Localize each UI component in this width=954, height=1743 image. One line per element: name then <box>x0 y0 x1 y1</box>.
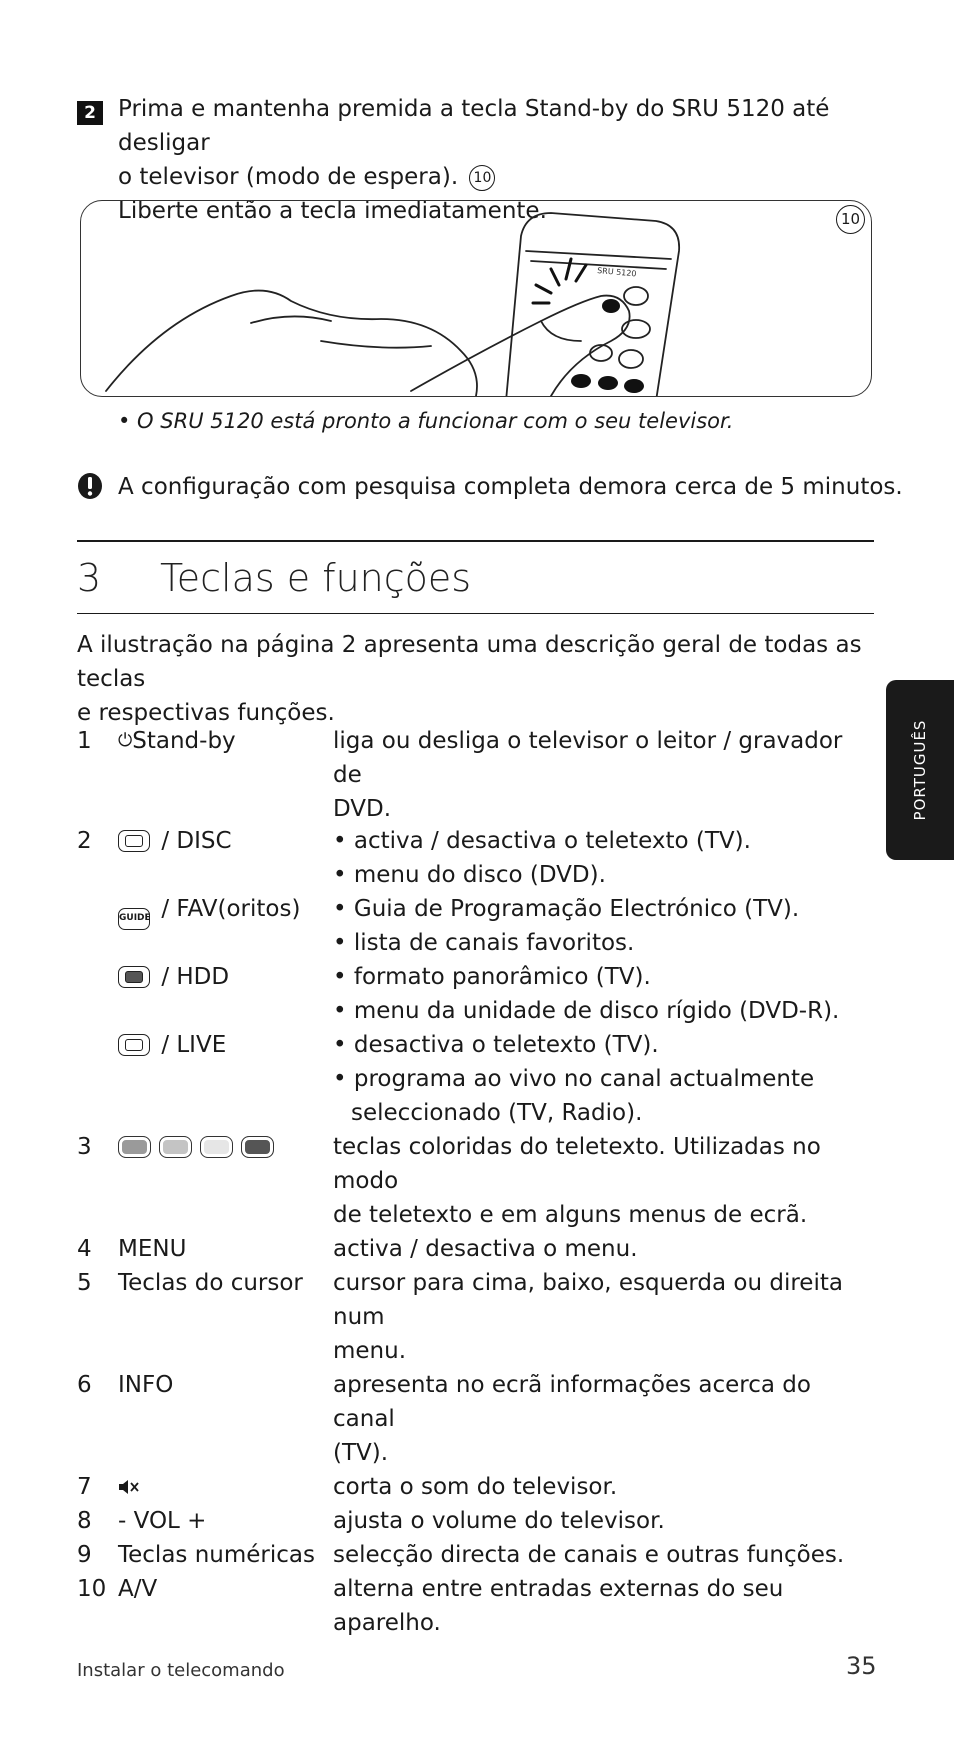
language-tab-label: PORTUGUÊS <box>911 719 929 821</box>
key-description: alterna entre entradas externas do seu aparelho. <box>333 1576 784 1636</box>
blue-key-icon <box>241 1136 274 1158</box>
table-row <box>77 1266 877 1368</box>
warning-icon <box>77 472 103 500</box>
key-number: 2 <box>77 828 92 854</box>
step-line-1: Prima e mantenha premida a tecla Stand-by do SRU 5120 até desligar <box>118 96 830 156</box>
section-number: 3 <box>77 556 102 600</box>
table-row <box>77 724 877 826</box>
remote-illustration <box>80 200 872 397</box>
remote-brand-label: SRU 5120 <box>596 266 637 279</box>
language-side-tab <box>886 680 954 860</box>
footer-chapter-title: Instalar o telecomando <box>77 1660 285 1681</box>
table-row <box>77 1504 877 1538</box>
section-intro <box>77 628 877 730</box>
key-description: • Guia de Programação Electrónico (TV). • lista de canais favoritos. <box>333 896 800 956</box>
figure-ref-badge: 10 <box>469 165 495 191</box>
table-row <box>77 1572 877 1640</box>
key-name: / DISC <box>118 824 333 892</box>
red-key-icon <box>118 1136 151 1158</box>
green-key-icon <box>159 1136 192 1158</box>
step-line-2: o televisor (modo de espera). 10 <box>118 160 888 194</box>
key-number <box>77 960 118 1028</box>
key-number: 6 <box>77 1372 92 1398</box>
table-row <box>77 824 877 892</box>
key-description: • desactiva o teletexto (TV). • programa ao vivo no canal actualmente seleccionado (TV, Radio). <box>333 1032 815 1126</box>
key-description: apresenta no ecrã informações acerca do canal (TV). <box>333 1372 811 1466</box>
key-name: GUIDE / FAV(oritos) <box>118 892 333 960</box>
section-title: Teclas e funções <box>160 556 472 600</box>
section-rule-top <box>77 540 874 542</box>
key-number: 5 <box>77 1270 92 1296</box>
mute-icon <box>118 1478 140 1496</box>
widescreen-icon <box>118 966 150 988</box>
key-number: 1 <box>77 728 92 754</box>
key-name <box>118 1470 333 1504</box>
teletext-icon <box>118 830 150 852</box>
key-number: 7 <box>77 1474 92 1500</box>
step-line-3: Liberte então a tecla imediatamente. <box>118 198 547 224</box>
key-number: 4 <box>77 1236 92 1262</box>
section-rule-bottom <box>77 613 874 614</box>
hand-pressing-remote-drawing <box>81 201 871 396</box>
table-row <box>77 1368 877 1470</box>
yellow-key-icon <box>200 1136 233 1158</box>
key-number: 8 <box>77 1508 92 1534</box>
key-description: teclas coloridas do teletexto. Utilizadas no modo de teletexto e em alguns menus de ecrã. <box>333 1134 821 1228</box>
key-description: selecção directa de canais e outras funções. <box>333 1542 845 1568</box>
key-name: MENU <box>118 1236 187 1262</box>
keys-table <box>77 724 877 1640</box>
key-description: liga ou desliga o televisor o leitor / gravador de DVD. <box>333 728 843 822</box>
key-number <box>77 1028 118 1130</box>
ready-note: • O SRU 5120 está pronto a funcionar com o seu televisor. <box>118 409 734 433</box>
key-description: corta o som do televisor. <box>333 1474 618 1500</box>
table-row <box>77 1130 877 1232</box>
key-description: • activa / desactiva o teletexto (TV). • menu do disco (DVD). <box>333 828 751 888</box>
key-name: INFO <box>118 1372 174 1398</box>
key-name: A/V <box>118 1576 158 1602</box>
table-row <box>77 1470 877 1504</box>
page-number: 35 <box>846 1652 877 1680</box>
intro-line-1: A ilustração na página 2 apresenta uma descrição geral de todas as teclas <box>77 632 862 692</box>
key-name: Teclas numéricas <box>118 1542 315 1568</box>
power-icon: ⏻ <box>118 730 133 751</box>
tv-icon <box>118 1034 150 1056</box>
key-number: 10 <box>77 1576 107 1602</box>
key-number: 3 <box>77 1134 92 1160</box>
table-row <box>77 1232 877 1266</box>
key-name: Teclas do cursor <box>118 1270 303 1296</box>
table-row <box>77 1028 877 1130</box>
key-name: - VOL + <box>118 1508 207 1534</box>
key-number: 9 <box>77 1542 92 1568</box>
key-description: ajusta o volume do televisor. <box>333 1508 665 1534</box>
key-description: • formato panorâmico (TV). • menu da unidade de disco rígido (DVD-R). <box>333 964 840 1024</box>
guide-icon: GUIDE <box>118 908 150 930</box>
table-row <box>77 960 877 1028</box>
key-description: cursor para cima, baixo, esquerda ou direita num menu. <box>333 1270 843 1364</box>
step-number-badge: 2 <box>77 101 103 125</box>
key-description: activa / desactiva o menu. <box>333 1236 638 1262</box>
key-name: / HDD <box>118 960 333 1028</box>
table-row <box>77 1538 877 1572</box>
key-name: ⏻Stand-by <box>118 728 236 754</box>
figure-number-badge: 10 <box>836 205 865 234</box>
table-row <box>77 892 877 960</box>
key-number <box>77 892 118 960</box>
warning-text: A configuração com pesquisa completa demora cerca de 5 minutos. <box>118 474 903 500</box>
intro-line-2: e respectivas funções. <box>77 700 335 726</box>
key-name: / LIVE <box>118 1028 333 1130</box>
color-keys-icon <box>118 1130 333 1232</box>
